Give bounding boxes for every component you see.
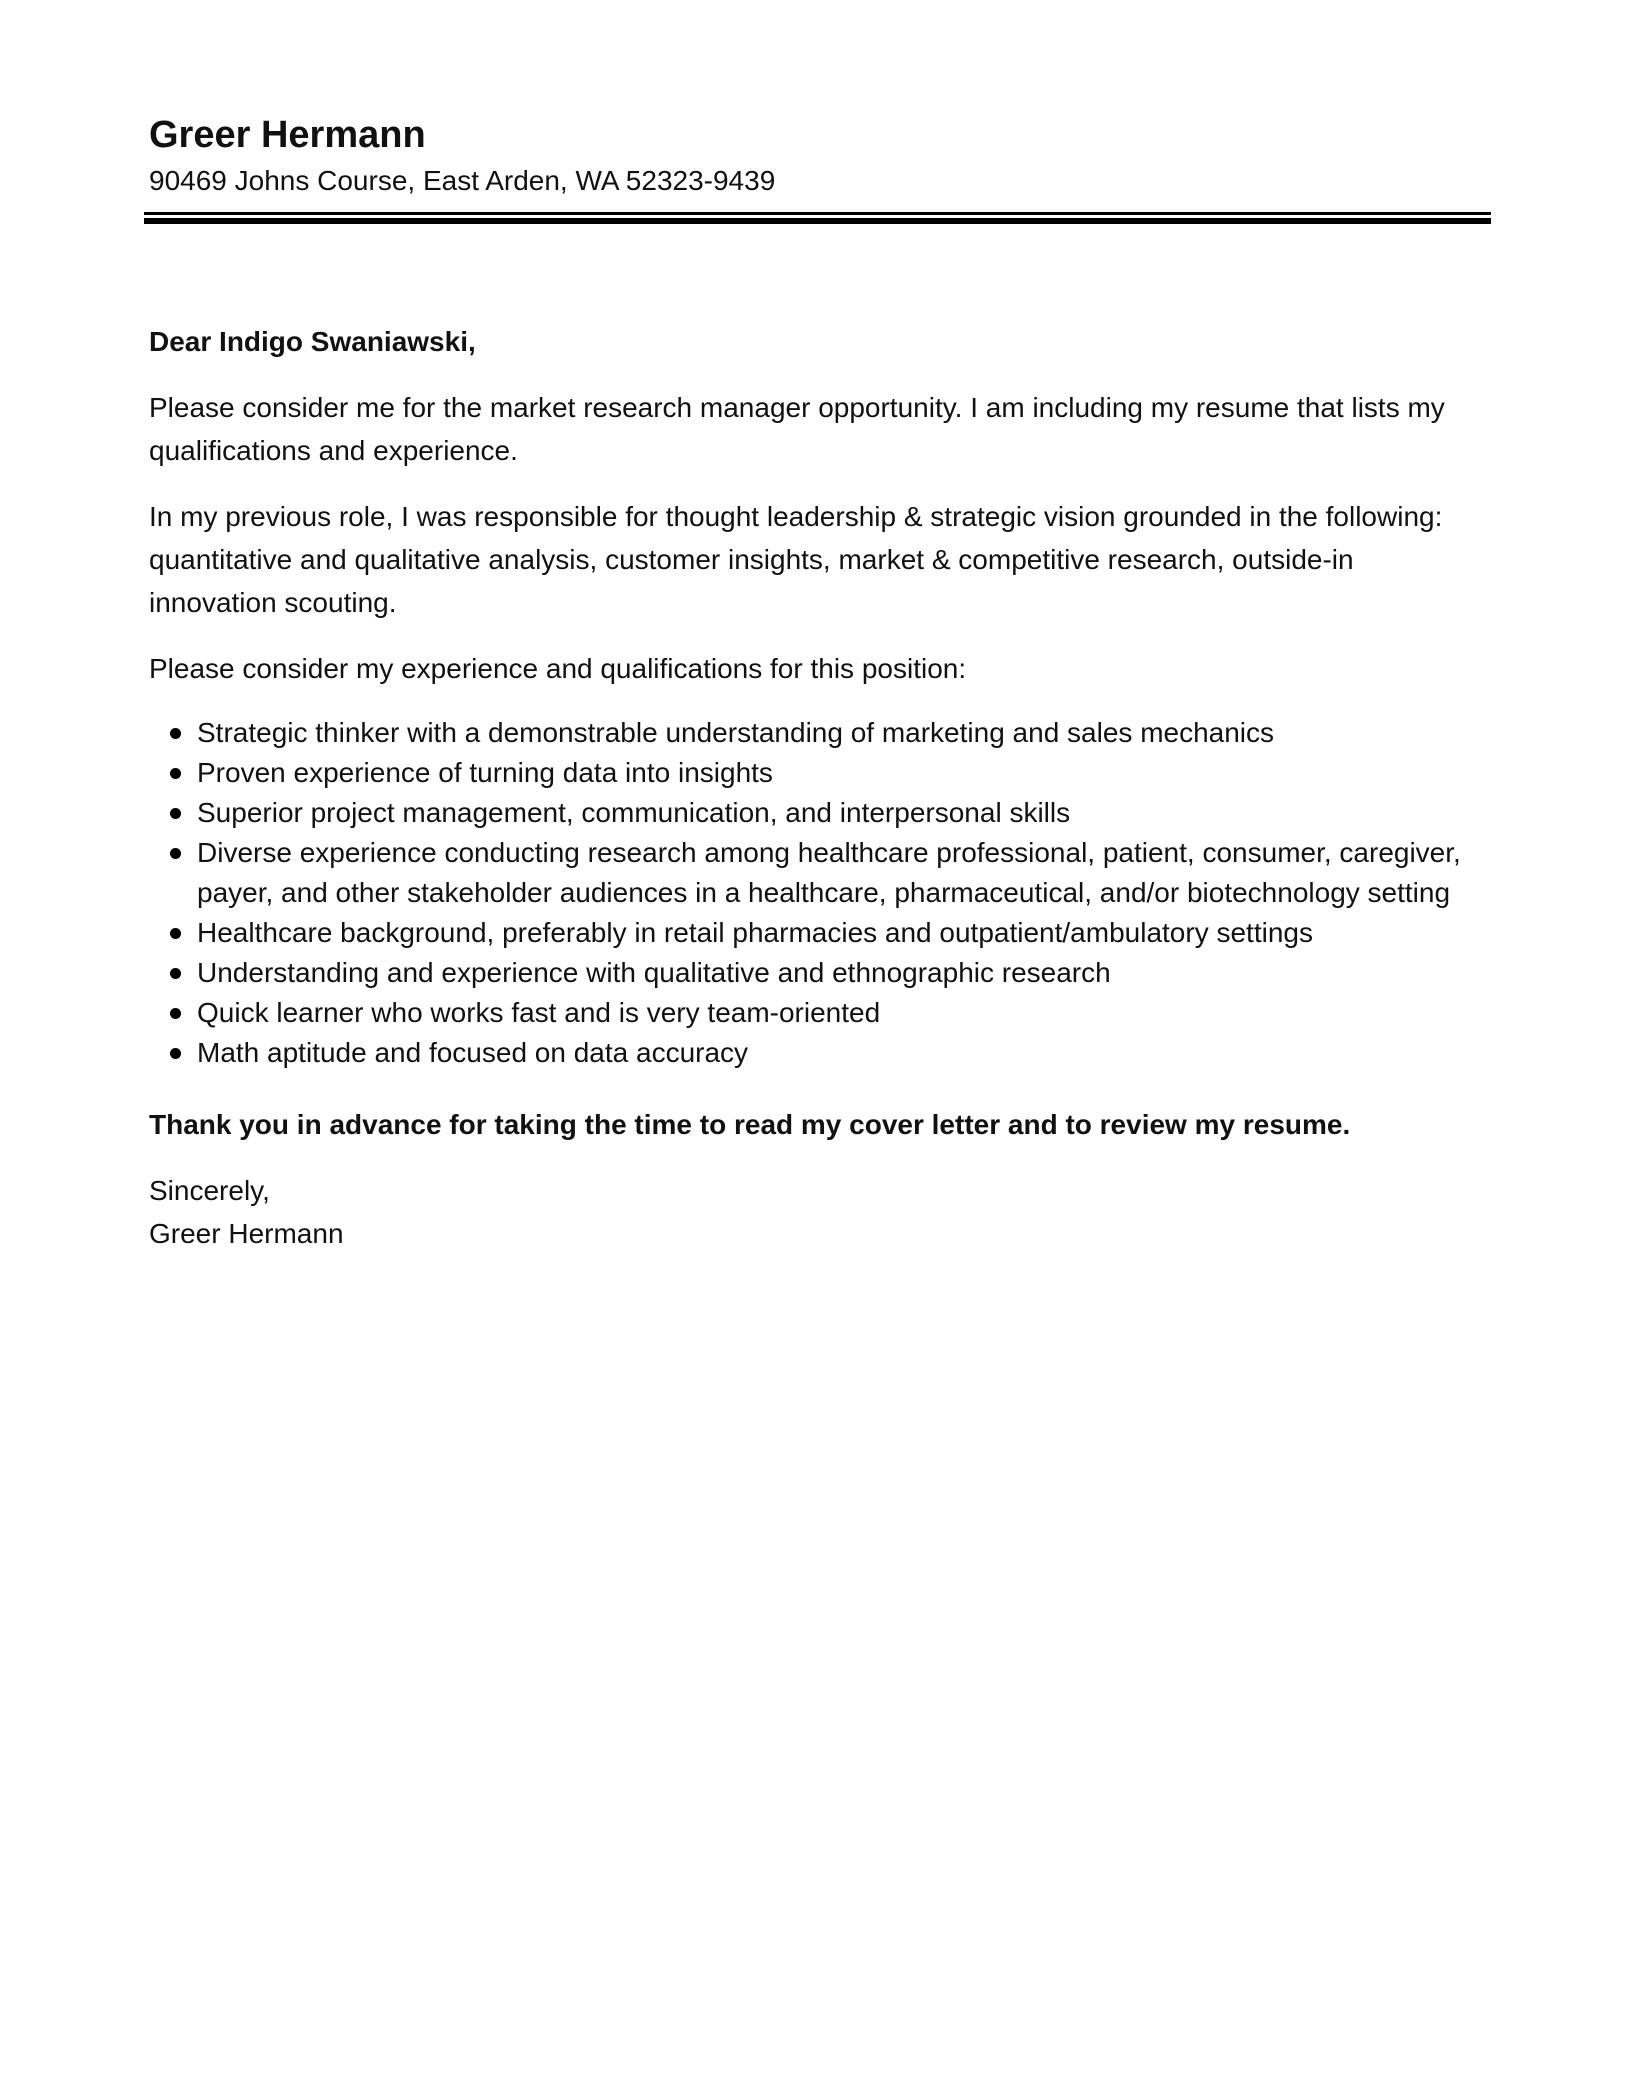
list-item-text: Quick learner who works fast and is very team-oriented	[197, 997, 881, 1028]
list-item-text: Superior project management, communication, and interpersonal skills	[197, 797, 1071, 828]
list-item	[197, 953, 1479, 993]
list-item	[197, 793, 1479, 833]
list-item	[197, 993, 1479, 1033]
qualifications-intro: Please consider my experience and qualifications for this position:	[149, 653, 967, 684]
salutation: Dear Indigo Swaniawski,	[149, 326, 476, 357]
bullet-icon	[170, 728, 181, 739]
bullet-icon	[170, 1008, 181, 1019]
bullet-icon	[170, 848, 181, 859]
bullet-icon	[170, 768, 181, 779]
header-divider-thin	[144, 212, 1491, 215]
sender-address: 90469 Johns Course, East Arden, WA 52323-9439	[149, 165, 776, 196]
letter-body	[149, 320, 1479, 1255]
bullet-icon	[170, 968, 181, 979]
list-item	[197, 913, 1479, 953]
signoff-block	[149, 1169, 1479, 1255]
sender-name: Greer Hermann	[149, 114, 426, 156]
list-item-text: Diverse experience conducting research among healthcare professional, patient, consumer, caregiver, payer, and other stakeholder audiences in a healthcare, pharmaceutical, and/or biotechnology setting	[197, 837, 1461, 908]
list-item	[197, 833, 1479, 913]
bullet-icon	[170, 808, 181, 819]
list-item-text: Proven experience of turning data into insights	[197, 757, 773, 788]
list-item-text: Math aptitude and focused on data accuracy	[197, 1037, 749, 1068]
list-item-text: Strategic thinker with a demonstrable understanding of marketing and sales mechanics	[197, 717, 1275, 748]
bullet-icon	[170, 1048, 181, 1059]
list-item	[197, 753, 1479, 793]
bullet-icon	[170, 928, 181, 939]
intro-paragraph: Please consider me for the market research manager opportunity. I am including my resume that lists my qualifications and experience.	[149, 392, 1445, 466]
list-item	[197, 1033, 1479, 1073]
signature-name: Greer Hermann	[149, 1218, 344, 1249]
closing-statement: Thank you in advance for taking the time to read my cover letter and to review my resume.	[149, 1109, 1351, 1140]
qualifications-list	[149, 713, 1479, 1073]
list-item-text: Understanding and experience with qualitative and ethnographic research	[197, 957, 1111, 988]
header-divider-thick	[144, 218, 1491, 224]
experience-paragraph: In my previous role, I was responsible for thought leadership & strategic vision grounded in the following: quantitative and qualitative analysis, customer insights, market & competitive research, outside-in innovation scouting.	[149, 501, 1443, 618]
list-item	[197, 713, 1479, 753]
signoff: Sincerely,	[149, 1175, 270, 1206]
list-item-text: Healthcare background, preferably in retail pharmacies and outpatient/ambulatory settings	[197, 917, 1313, 948]
